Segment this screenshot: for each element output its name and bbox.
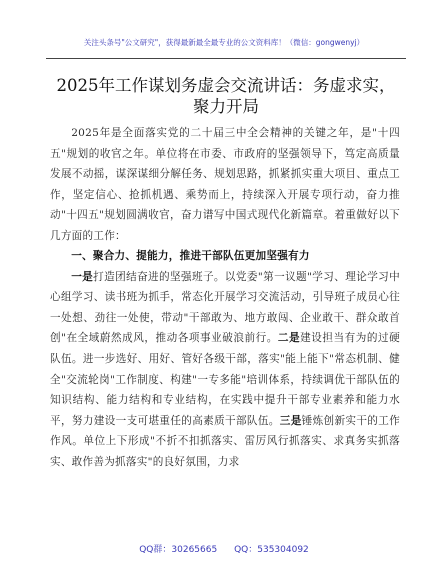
title-line-2: 聚力开局 — [193, 97, 259, 116]
point-text-2: 建设担当有为的过硬队伍。进一步选好、用好、管好各级干部，落实"能上能下"常态机制、健全"交流轮岗"工作制度、构建"一专多能"培训体系，持续调优干部队伍的知识结构、能力结构和专业结构，在实践中提升干部专业素养和能力水平，努力建设一支可堪重任的高素质干部队伍。 — [50, 332, 400, 427]
intro-paragraph: 2025年是全面落实党的二十届三中全会精神的关键之年，是"十四五"规划的收官之年。单位将在市委、市政府的坚强领导下，笃定高质量发展不动摇，谋深谋细分解任务、规划思路，抓紧抓实重大项目、重点工作，坚定信心、抢抓机遇、乘势而上，持续深入开展专项行动，奋力推动"十四五"规划圆满收官，奋力谱写中国式现代化新篇章。着重做好以下几方面的工作： — [50, 127, 400, 242]
footer-qq: QQ：535304092 — [234, 545, 309, 555]
header-divider — [46, 58, 406, 59]
promo-banner: 关注头条号"公文研究"，获得最新最全最专业的公文资料库！（微信：gongwenyj） — [83, 38, 365, 47]
section-heading: 一、聚合力、提能力，推进干部队伍更加坚强有力 — [71, 250, 310, 263]
document-body — [50, 123, 400, 472]
point-text-3: 锤炼创新实干的工作作风。单位上下形成"不折不扣抓落实、雷厉风行抓落实、求真务实抓落实、敢作善为抓落实"的良好氛围，力求 — [50, 414, 401, 468]
point-lead-3: 三是 — [279, 414, 302, 427]
title-line-1: 2025年工作谋划务虚会交流讲话：务虚求实， — [56, 76, 396, 95]
footer-qq-group: QQ群：30265665 — [139, 545, 218, 555]
page-footer — [0, 542, 448, 555]
point-text-1: 打造团结奋进的坚强班子。以党委"第一议题"学习、理论学习中心组学习、读书班为抓手，常态化开展学习交流活动，引导班子成员心往一处想、劲往一处使，带动"干部敢为、地方敢闯、企业敢干、群众敢首创"在全域蔚然成风，推动各项事业破浪前行。 — [50, 270, 401, 345]
point-lead-2: 二是 — [277, 332, 301, 345]
document-title — [46, 75, 406, 117]
point-lead-1: 一是 — [71, 270, 94, 283]
section-paragraph — [50, 267, 400, 472]
